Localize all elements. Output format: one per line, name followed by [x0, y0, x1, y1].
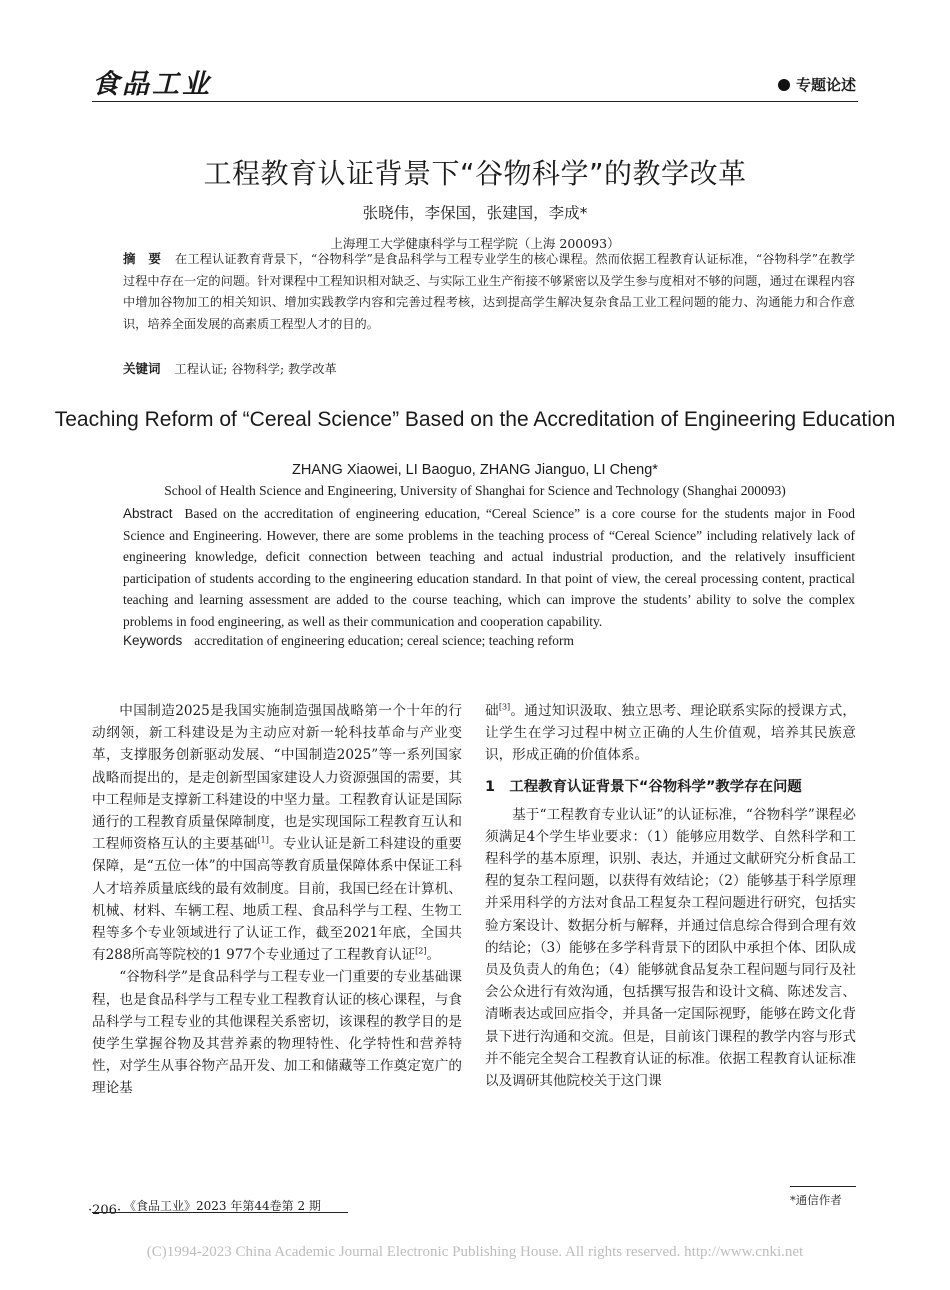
body-text: 。专业认证是新工科建设的重要保障，是“五位一体”的中国高等教育质量保障体系中保证工科人才培养质量底线的最有效制度。目前，我国已经在计算机、机械、材料、车辆工程、地质工程、食品科学与工程、生物工程等多个专业领域进行了认证工作，截至2021年底，全国共有288所高等院校的1 977个专业通过了工程教育认证 [92, 836, 463, 964]
body-column-left [92, 700, 462, 1100]
paper-title-en: Teaching Reform of “Cereal Science” Based on the Accreditation of Engineering Education [54, 408, 896, 431]
abstract-cn-label: 摘 要 [123, 251, 161, 266]
affiliation-en: School of Health Science and Engineering, University of Shanghai for Science and Technology (Shanghai 200093) [164, 483, 786, 498]
abstract-cn-text: 在工程认证教育背景下，“谷物科学”是食品科学与工程专业学生的核心课程。然而依据工程教育认证标准，“谷物科学”在教学过程中存在一定的问题。针对课程中工程知识相对缺乏、与实际工业生产衔接不够紧密以及学生参与度相对不够的问题，通过在课程内容中增加谷物加工的相关知识、增加实践教学内容和完善过程考核，达到提高学生解决复杂食品工业工程问题的能力、沟通能力和合作意识，培养全面发展的高素质工程型人才的目的。 [123, 252, 855, 331]
body-paragraph [92, 700, 462, 966]
footnote-corresponding: *通信作者 [790, 1193, 842, 1207]
citation-ref: [2] [415, 946, 427, 956]
authors-cn: 张晓伟，李保国，张建国，李成* [362, 204, 588, 222]
affiliation-cn: 上海理工大学健康科学与工程学院（上海 200093） [330, 236, 620, 251]
keywords-cn [123, 359, 337, 377]
keywords-en-label: Keywords [123, 633, 183, 648]
page-number: ·206· [88, 1203, 122, 1218]
footer-rule [92, 1212, 348, 1213]
keywords-cn-text: 工程认证; 谷物科学; 教学改革 [174, 362, 337, 376]
keywords-en [123, 633, 574, 649]
copyright-watermark: (C)1994-2023 China Academic Journal Electronic Publishing House. All rights reserved. http://www.cnki.net [146, 1244, 804, 1260]
paper-title-cn: 工程教育认证背景下“谷物科学”的教学改革 [203, 157, 747, 190]
journal-logo: 食品工业 [92, 69, 212, 100]
citation-ref: [1] [257, 835, 269, 845]
body-text: 。 [426, 947, 441, 964]
body-text: 。通过知识汲取、独立思考、理论联系实际的授课方式，让学生在学习过程中树立正确的人生价值观，培养其民族意识，形成正确的价值体系。 [485, 703, 857, 764]
authors-en: ZHANG Xiaowei, LI Baoguo, ZHANG Jianguo, LI Cheng* [292, 462, 658, 478]
keywords-cn-label: 关键词 [123, 361, 161, 376]
abstract-en-text: Based on the accreditation of engineering education, “Cereal Science” is a core course for the students major in Food Science and Engineering. However, there are some problems in the teaching process of “Cereal Science” including relatively lack of engineering knowledge, deficit connection between teaching and actual industrial production, and the relatively insufficient participation of students according to the engineering education standard. In that point of view, the cereal processing content, practical teaching and learning assessment are added to the course teaching, which can improve the students’ ability to solve the complex problems in food engineering, as well as their communication and cooperation capability. [123, 506, 855, 629]
body-text: 中国制造2025是我国实施制造强国战略第一个十年的行动纲领，新工科建设是为主动应对新一轮科技革命与产业变革，支撑服务创新驱动发展、“中国制造2025”等一系列国家战略而提出的，是走创新型国家建设人力资源强国的需要，其中工程师是支撑新工科建设的中坚力量。工程教育认证是国际通行的工程教育质量保障制度，也是实现国际工程教育互认和工程师资格互认的主要基础 [92, 703, 462, 853]
abstract-cn [123, 248, 855, 335]
citation-ref: [3] [498, 702, 511, 712]
body-text: 础 [485, 703, 499, 719]
header-rule [92, 101, 858, 102]
keywords-en-text: accreditation of engineering education; cereal science; teaching reform [194, 633, 574, 648]
body-paragraph [485, 700, 856, 767]
footnote-rule [790, 1186, 856, 1187]
section-heading-1: 1 工程教育认证背景下“谷物科学”教学存在问题 [485, 778, 802, 795]
section-tag-label: 专题论述 [795, 76, 856, 94]
body-paragraph: “谷物科学”是食品科学与工程专业一门重要的专业基础课程，也是食品科学与工程专业工程教育认证的核心课程，与食品科学与工程专业的其他课程关系密切，该课程的教学目的是使学生掌握谷物及其营养素的物理特性、化学特性和营养特性，对学生从事谷物产品开发、加工和储藏等工作奠定宽广的理论基 [92, 969, 462, 1097]
body-paragraph: 基于“工程教育专业认证”的认证标准，“谷物科学”课程必须满足4个学生毕业要求：（1）能够应用数学、自然科学和工程科学的基本原理，识别、表达，并通过文献研究分析食品工程的复杂工程问题，以获得有效结论；（2）能够基于科学原理并采用科学的方法对食品工程复杂工程问题进行研究，包括实验方案设计、数据分析与解释，并通过信息综合得到合理有效的结论；（3）能够在多学科背景下的团队中承担个体、团队成员及负责人的角色；（4）能够就食品复杂工程问题与同行及社会公众进行有效沟通，包括撰写报告和设计文稿、陈述发言、清晰表达或回应指令，并具备一定国际视野，能够在跨文化背景下进行沟通和交流。但是，目前该门课程的教学内容与形式并不能完全契合工程教育认证的标准。依据工程教育认证标准以及调研其他院校关于这门课 [485, 806, 856, 1090]
body-column-right [485, 700, 856, 1092]
section-tag [778, 74, 856, 95]
bullet-dot-icon [778, 79, 790, 91]
abstract-en [123, 503, 855, 633]
journal-info: 《食品工业》2023 年第44卷第 2 期 [124, 1199, 321, 1213]
abstract-en-label: Abstract [123, 506, 173, 521]
